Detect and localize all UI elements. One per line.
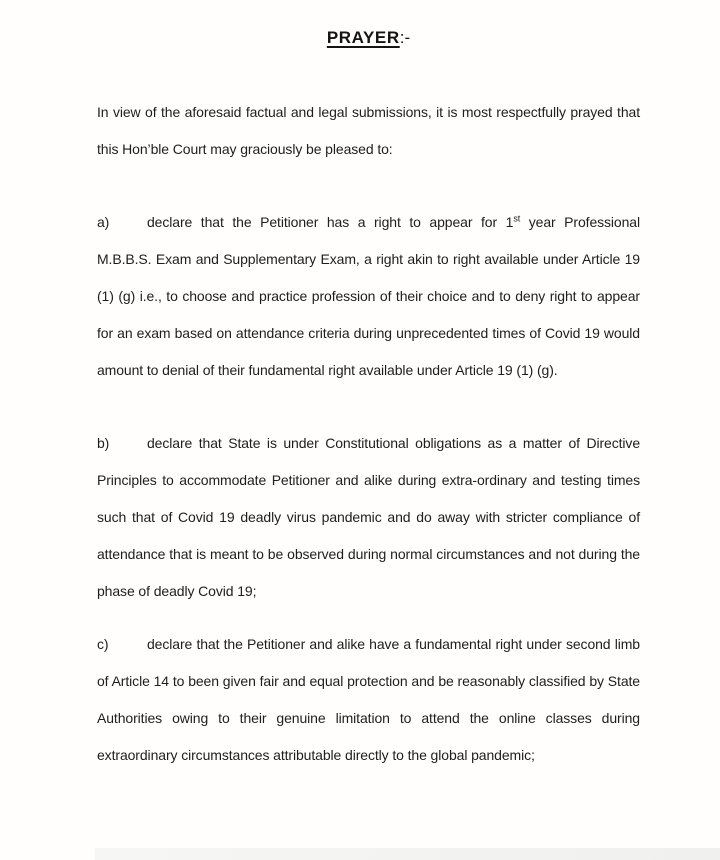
clause-a xyxy=(97,204,640,389)
clause-a-text-part1: declare that the Petitioner has a right to appear for 1 xyxy=(147,214,514,230)
clause-c xyxy=(97,626,640,774)
title-text: PRAYER xyxy=(326,28,400,47)
clause-a-label: a) xyxy=(97,214,110,230)
title-punctuation: :- xyxy=(399,28,411,47)
page-title xyxy=(97,26,640,50)
scan-artifact-strip xyxy=(95,848,720,860)
clause-a-ordinal-suffix: st xyxy=(513,213,521,224)
clause-b xyxy=(97,425,640,610)
clause-b-text: declare that State is under Constitutional obligations as a matter of Directive Principles to accommodate Petitioner and alike during extra-ordinary and testing times such that of Covid 19 deadly virus pandemic and do away with stricter compliance of attendance that is meant to be observed during normal circumstances and not during the phase of deadly Covid 19; xyxy=(97,435,640,599)
clause-c-label: c) xyxy=(97,636,109,652)
clause-c-text: declare that the Petitioner and alike have a fundamental right under second limb of Article 14 to been given fair and equal protection and be reasonably classified by State Authorities owing to their genuine limitation to attend the online classes during extraordinary circumstances attributable directly to the global pandemic; xyxy=(97,636,640,763)
clause-a-text-part2: year Professional M.B.B.S. Exam and Supplementary Exam, a right akin to right available under Article 19 (1) (g) i.e., to choose and practice profession of their choice and to deny right to appear for an exam based on attendance criteria during unprecedented times of Covid 19 would amount to denial of their fundamental right available under Article 19 (1) (g). xyxy=(97,214,641,378)
intro-paragraph: In view of the aforesaid factual and legal submissions, it is most respectfully prayed that this Hon’ble Court may graciously be pleased to: xyxy=(97,104,640,157)
clause-b-label: b) xyxy=(97,435,110,451)
